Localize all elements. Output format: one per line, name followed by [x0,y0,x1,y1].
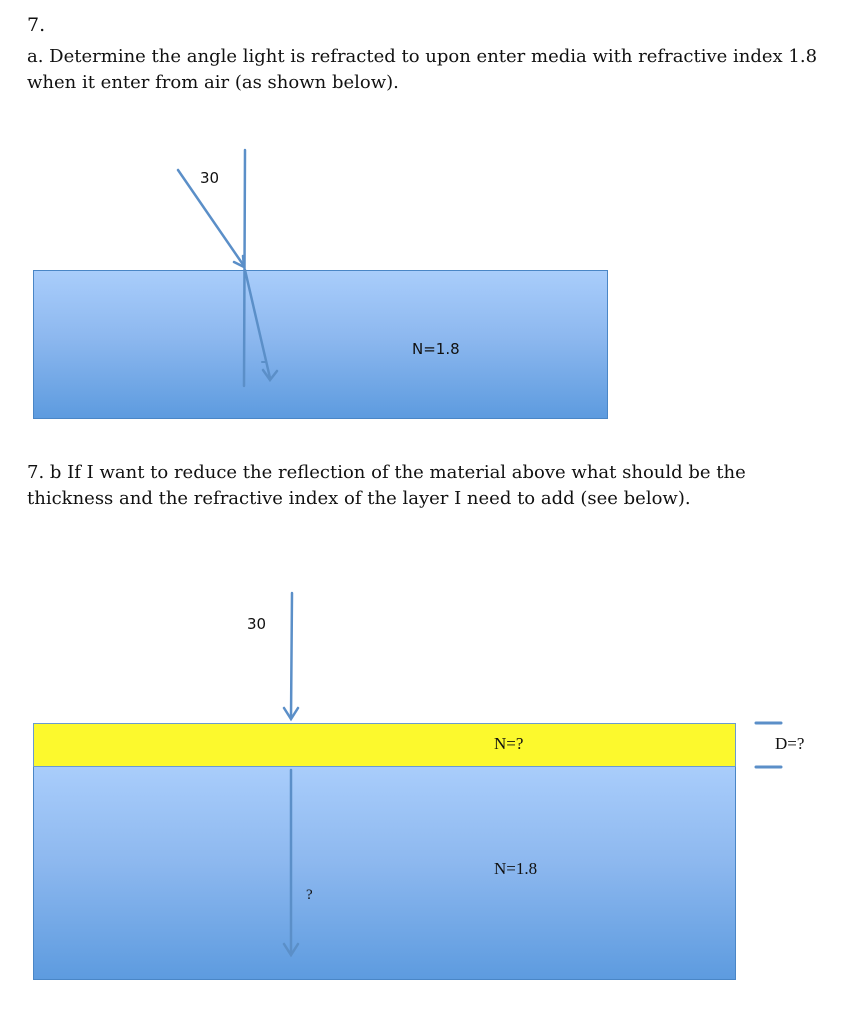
angle-label-1: 30 [200,169,220,187]
incident-ray-2 [291,593,292,718]
question-number: 7. [27,14,46,36]
refracted-angle-label: ? [306,887,313,903]
coating-label: N=? [494,734,524,753]
angle-label-2: 30 [247,615,267,633]
question-part-a: a. Determine the angle light is refracted to upon enter media with refractive index 1.8 when it enter from air (as shown below). [27,46,818,93]
thickness-label: D=? [775,734,805,753]
incident-ray-1 [178,170,244,266]
medium-label-1: N=1.8 [412,340,460,358]
question-part-b: 7. b If I want to reduce the reflection of the material above what should be the thickness and the refractive index of the layer I need to add (see below). [27,462,746,509]
medium-label-2: N=1.8 [494,859,538,878]
